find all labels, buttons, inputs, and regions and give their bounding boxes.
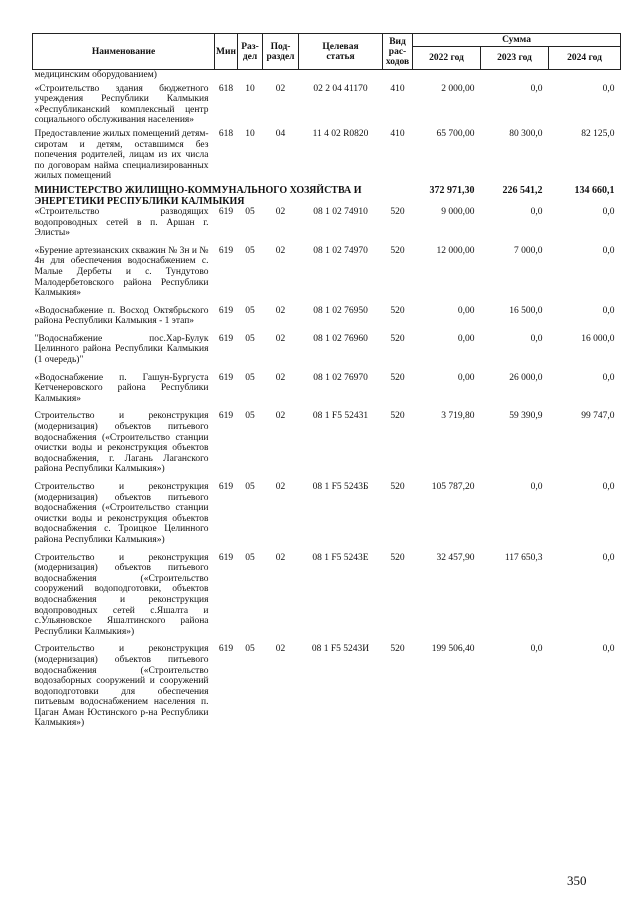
row-sum-2023: 80 300,0 — [509, 128, 543, 139]
row-sum-2023: 0,0 — [530, 333, 543, 344]
ministry-row — [33, 185, 621, 207]
row-razdel: 05 — [245, 206, 255, 217]
row-razdel: 05 — [245, 372, 255, 383]
row-podrazdel: 02 — [275, 372, 286, 383]
row-sum-2024: 0,0 — [602, 552, 615, 563]
row-target: 02 2 04 41170 — [313, 83, 368, 94]
table-row — [33, 306, 621, 334]
row-name: Строительство и реконструкция (модернизация) объектов питьевого водоснабжения («Строительство водозаборных сооружений и сооружений водоподготовки для обеспечения питьевым водоснабжением населения п. Цаган Аман Юстинского р-на Республики Калмыкия») — [34, 644, 209, 729]
table-row — [33, 373, 621, 412]
row-razdel: 05 — [245, 245, 255, 256]
row-min: 619 — [218, 411, 234, 422]
row-sum-2023 — [481, 70, 549, 84]
row-razdel: 05 — [245, 333, 255, 344]
row-razdel: 05 — [245, 482, 255, 492]
row-min: 619 — [218, 644, 234, 655]
row-podrazdel: 02 — [275, 305, 286, 316]
row-sum-2022: 32 457,90 — [436, 552, 475, 563]
row-razdel: 10 — [245, 83, 255, 94]
header-name: Наименование — [33, 34, 215, 70]
table-row — [33, 644, 621, 736]
ministry-name: МИНИСТЕРСТВО ЖИЛИЩНО-КОММУНАЛЬНОГО ХОЗЯЙСТВА И ЭНЕРГЕТИКИ РЕСПУБЛИКИ КАЛМЫКИЯ — [34, 184, 362, 207]
table-row — [33, 207, 621, 246]
table-row — [33, 553, 621, 645]
row-sum-2022: 9 000,00 — [441, 206, 475, 217]
row-name: «Водоснабжение п. Восход Октябрьского района Республики Калмыкия - 1 этап» — [34, 305, 209, 327]
row-min: 619 — [218, 333, 234, 344]
budget-table — [32, 33, 621, 736]
table-row — [33, 482, 621, 553]
header-2024: 2024 год — [549, 47, 621, 70]
row-sum-2023: 7 000,0 — [514, 245, 543, 256]
row-razdel: 05 — [245, 305, 255, 316]
row-name: «Водоснабжение п. Гашун-Бургуста Кетченеровского района Республики Калмыкия» — [34, 372, 209, 404]
row-vid: 520 — [390, 644, 405, 655]
row-sum-2024: 16 000,0 — [581, 333, 615, 344]
row-podrazdel: 02 — [275, 206, 286, 217]
row-vid: 520 — [390, 482, 405, 492]
row-sum-2024: 0,0 — [602, 206, 615, 217]
row-sum-2023: 0,0 — [530, 482, 543, 492]
row-sum-2024: 0,0 — [602, 245, 615, 256]
row-sum-2023: 26 000,0 — [509, 372, 543, 383]
row-vid: 410 — [390, 83, 405, 94]
header-summa: Сумма — [413, 34, 621, 47]
row-sum-2024: 0,0 — [602, 644, 615, 655]
row-vid: 520 — [390, 245, 405, 256]
row-vid: 520 — [390, 333, 405, 344]
row-target: 08 1 F5 5243Б — [312, 482, 369, 492]
row-sum-2024: 0,0 — [602, 83, 615, 94]
row-target: 08 1 02 74970 — [313, 245, 368, 256]
row-sum-2022: 65 700,00 — [436, 128, 475, 139]
row-min: 618 — [218, 128, 234, 139]
row-min: 619 — [218, 206, 234, 217]
table-row — [33, 84, 621, 129]
row-sum-2022: 0,00 — [457, 333, 475, 344]
row-podrazdel: 02 — [275, 552, 286, 563]
row-razdel: 05 — [245, 411, 255, 422]
row-target: 11 4 02 R0820 — [312, 128, 369, 139]
row-name: Строительство и реконструкция (модернизация) объектов питьевого водоснабжения («Строительство станции очистки воды и реконструкция объектов водоснабжения, г. Лагань Лаганского района Республики Калмыкия») — [34, 411, 209, 475]
row-min: 619 — [218, 245, 234, 256]
ministry-sum-2022: 372 971,30 — [429, 184, 475, 196]
header-razdel: Раз- дел — [238, 34, 263, 70]
row-podrazdel: 02 — [275, 245, 286, 256]
row-razdel: 10 — [245, 128, 255, 139]
header-podrazdel: Под- раздел — [263, 34, 299, 70]
row-podrazdel: 02 — [275, 644, 286, 655]
row-target: 08 1 F5 5243И — [311, 644, 370, 655]
row-min: 619 — [218, 305, 234, 316]
row-name: «Строительство здания бюджетного учреждения Республики Калмыкия «Республиканский комплексный центр социального обслуживания населения» — [34, 83, 209, 126]
header-2022: 2022 год — [413, 47, 481, 70]
header-target: Целевая статья — [299, 34, 383, 70]
row-sum-2022: 3 719,80 — [441, 411, 475, 422]
row-target — [299, 70, 383, 84]
row-target: 08 1 02 76960 — [313, 333, 368, 344]
row-sum-2024: 82 125,0 — [581, 128, 615, 139]
row-vid: 520 — [390, 411, 405, 422]
row-sum-2024: 0,0 — [602, 482, 615, 492]
row-vid: 520 — [390, 372, 405, 383]
row-vid: 520 — [390, 305, 405, 316]
row-sum-2023: 0,0 — [530, 644, 543, 655]
header-vid: Вид рас- ходов — [383, 34, 413, 70]
row-sum-2023: 117 650,3 — [504, 552, 543, 563]
row-min: 619 — [218, 552, 234, 563]
table-row — [33, 246, 621, 306]
row-name: "Водоснабжение пос.Хар-Булук Целинного района Республики Калмыкия (1 очередь)" — [34, 333, 209, 366]
row-razdel — [238, 70, 263, 84]
row-name: Строительство и реконструкция (модернизация) объектов питьевого водоснабжения («Строительство станции очистки воды и реконструкция объектов водоснабжения с. Троицкое Целинного района Республики Калмыкия») — [34, 482, 209, 545]
row-vid: 520 — [390, 552, 405, 563]
header-min: Мин — [215, 34, 238, 70]
row-sum-2022: 0,00 — [457, 305, 475, 316]
row-vid — [383, 70, 413, 84]
row-target: 08 1 F5 52431 — [312, 411, 369, 422]
header-2023: 2023 год — [481, 47, 549, 70]
row-name: Строительство и реконструкция (модернизация) объектов питьевого водоснабжения («Строительство сооружений водоподготовки, объектов водоснабжения и реконструкция водопроводных сетей с.Яшалта и с.Ульяновское Яшалтинского района Республики Калмыкия») — [34, 552, 209, 637]
row-sum-2022: 105 787,20 — [431, 482, 475, 492]
row-sum-2024: 0,0 — [602, 305, 615, 316]
page-number: 350 — [567, 873, 587, 888]
row-podrazdel: 02 — [275, 83, 286, 94]
ministry-sum-2024: 134 660,1 — [574, 184, 615, 196]
row-sum-2022: 12 000,00 — [436, 245, 475, 256]
row-sum-2024 — [549, 70, 621, 84]
row-target: 08 1 02 74910 — [313, 206, 368, 217]
table-row — [33, 411, 621, 482]
table-row — [33, 334, 621, 373]
row-podrazdel — [263, 70, 299, 84]
row-podrazdel: 02 — [275, 411, 286, 422]
ministry-sum-2023: 226 541,2 — [502, 184, 543, 196]
row-sum-2022 — [413, 70, 481, 84]
row-min: 618 — [218, 83, 234, 94]
row-podrazdel: 02 — [275, 333, 286, 344]
row-min: 619 — [218, 482, 234, 492]
row-target: 08 1 F5 5243Е — [312, 552, 369, 563]
row-sum-2024: 0,0 — [602, 372, 615, 383]
table-row — [33, 129, 621, 185]
row-min: 619 — [218, 372, 234, 383]
row-vid: 410 — [390, 128, 405, 139]
row-name: Предоставление жилых помещений детям-сиротам и детям, оставшимся без попечения родителей, лицам из их числа по договорам найма специализированных жилых помещений — [34, 128, 209, 182]
row-sum-2023: 0,0 — [530, 83, 543, 94]
row-vid: 520 — [390, 206, 405, 217]
row-sum-2023: 0,0 — [530, 206, 543, 217]
row-sum-2023: 16 500,0 — [509, 305, 543, 316]
row-sum-2022: 0,00 — [457, 372, 475, 383]
row-sum-2023: 59 390,9 — [509, 411, 543, 422]
row-target: 08 1 02 76970 — [313, 372, 368, 383]
row-sum-2022: 199 506,40 — [431, 644, 475, 655]
row-podrazdel: 02 — [275, 482, 286, 492]
row-podrazdel: 04 — [275, 128, 286, 139]
row-name: «Бурение артезианских скважин № 3н и № 4н для обеспечения водоснабжением с. Малые Дербеты и с. Тундутово Малодербетовского района Республики Калмыкия» — [34, 245, 209, 299]
row-razdel: 05 — [245, 644, 255, 655]
row-sum-2022: 2 000,00 — [441, 83, 475, 94]
row-min — [215, 70, 238, 84]
row-name: медицинским оборудованием) — [34, 70, 157, 80]
row-name: «Строительство разводящих водопроводных сетей в п. Аршан г. Элисты» — [34, 206, 209, 239]
row-sum-2024: 99 747,0 — [581, 411, 615, 422]
row-target: 08 1 02 76950 — [313, 305, 368, 316]
table-row — [33, 70, 621, 84]
row-razdel: 05 — [245, 552, 255, 563]
